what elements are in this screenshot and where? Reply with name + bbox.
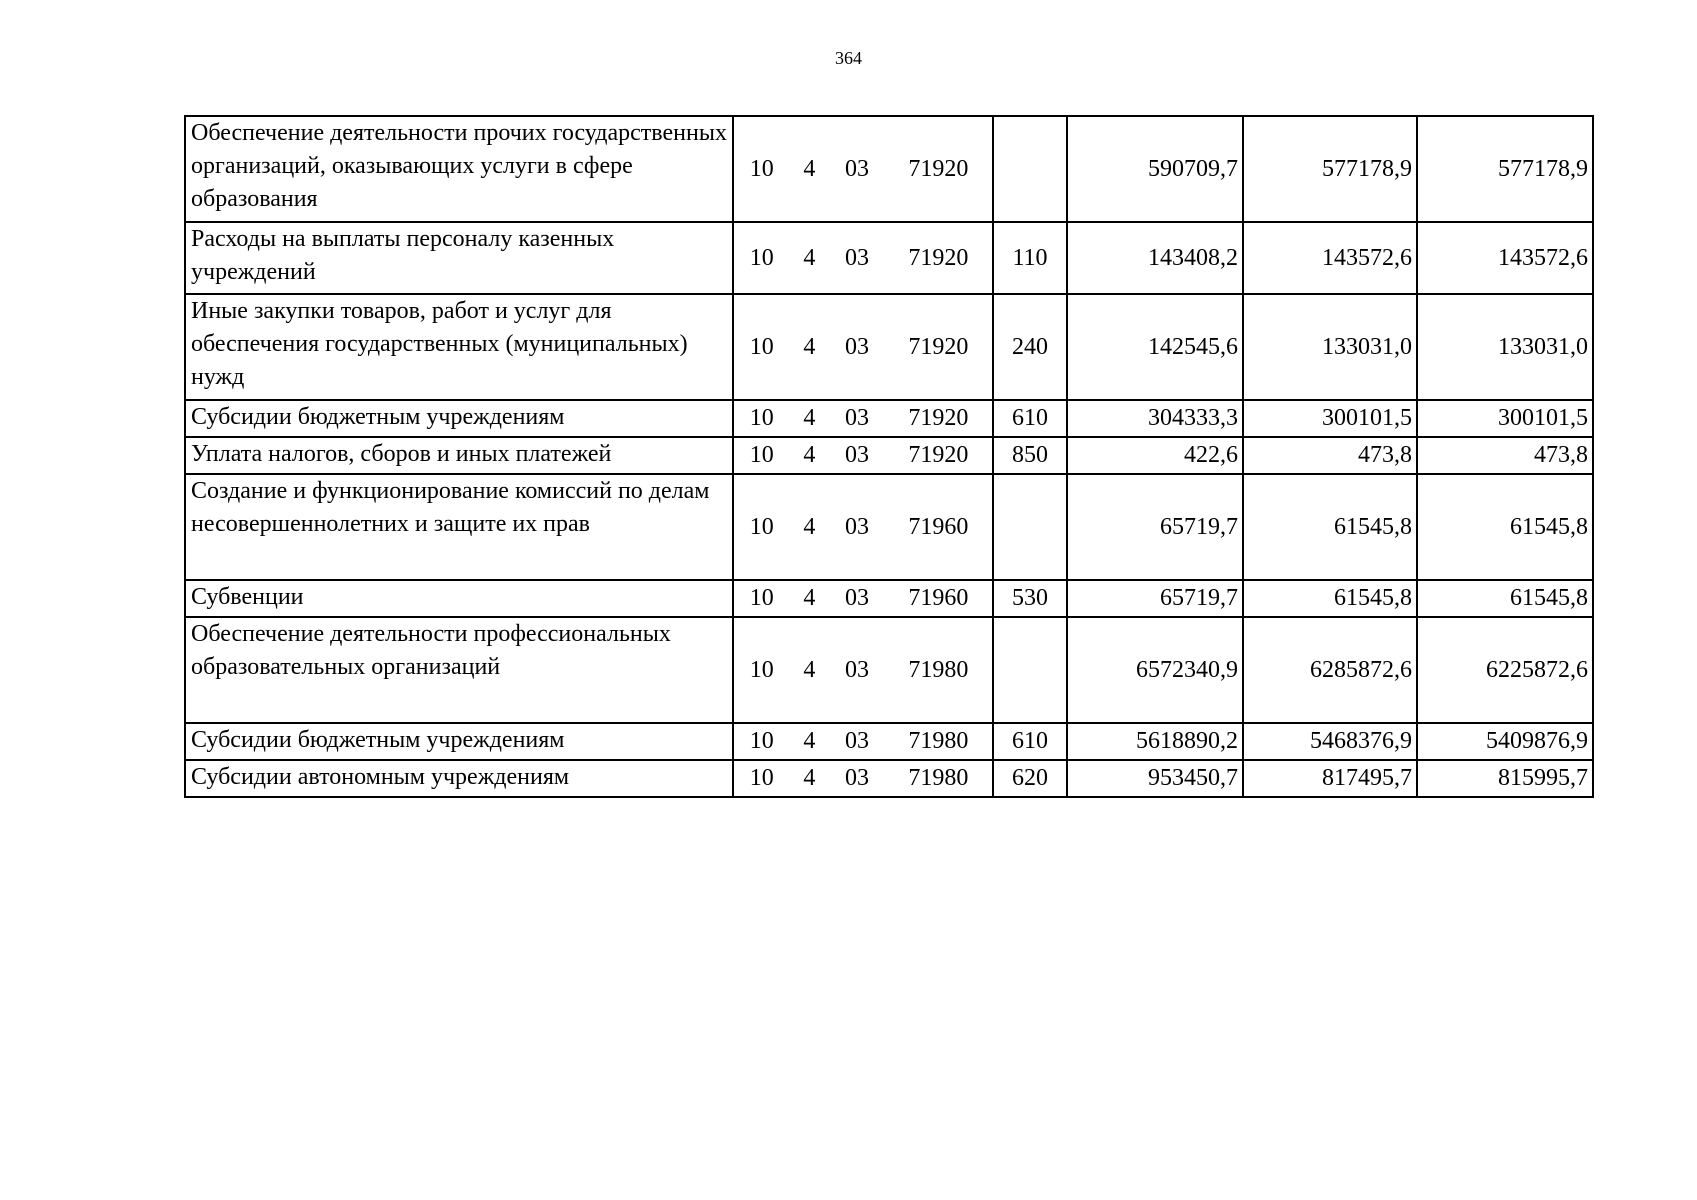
row-value-3: 5409876,9 [1417,723,1593,760]
code-direction: 71980 [908,765,969,791]
row-expense-type: 610 [993,723,1067,760]
row-value-2: 133031,0 [1243,294,1417,400]
row-value-2: 6285872,6 [1243,617,1417,723]
table-row [185,116,1593,222]
row-expense-type [993,617,1067,723]
code-direction: 71960 [908,513,969,540]
code-program: 4 [803,405,816,431]
row-expense-type: 240 [993,294,1067,400]
row-description: Уплата налогов, сборов и иных платежей [185,437,733,474]
row-value-3: 815995,7 [1417,760,1593,797]
code-section: 10 [749,513,774,540]
row-codes [733,222,993,294]
row-expense-type: 610 [993,400,1067,437]
row-expense-type: 620 [993,760,1067,797]
row-description: Субсидии автономным учреждениям [185,760,733,797]
row-value-2: 300101,5 [1243,400,1417,437]
code-subprogram: 03 [845,728,870,754]
row-value-1: 590709,7 [1067,116,1243,222]
row-expense-type: 850 [993,437,1067,474]
row-description: Субсидии бюджетным учреждениям [185,400,733,437]
row-description: Иные закупки товаров, работ и услуг для обеспечения государственных (муниципальных) нужд [185,294,733,400]
row-codes [733,437,993,474]
row-description: Обеспечение деятельности прочих государственных организаций, оказывающих услуги в сфере образования [185,116,733,222]
row-codes [733,116,993,222]
row-value-3: 61545,8 [1417,580,1593,617]
code-section: 10 [749,442,774,468]
row-value-2: 577178,9 [1243,116,1417,222]
table-row [185,294,1593,400]
row-value-3: 300101,5 [1417,400,1593,437]
code-program: 4 [803,585,816,611]
code-subprogram: 03 [845,765,870,791]
row-value-2: 61545,8 [1243,580,1417,617]
code-section: 10 [749,155,774,182]
code-subprogram: 03 [845,585,870,611]
row-value-1: 6572340,9 [1067,617,1243,723]
row-codes [733,760,993,797]
code-program: 4 [803,155,816,182]
row-value-2: 143572,6 [1243,222,1417,294]
code-section: 10 [749,405,774,431]
table-row [185,617,1593,723]
row-value-2: 817495,7 [1243,760,1417,797]
code-section: 10 [749,656,774,683]
row-description: Расходы на выплаты персоналу казенных учреждений [185,222,733,294]
table-row [185,723,1593,760]
row-value-1: 953450,7 [1067,760,1243,797]
row-value-1: 142545,6 [1067,294,1243,400]
code-section: 10 [749,728,774,754]
row-value-2: 473,8 [1243,437,1417,474]
code-program: 4 [803,442,816,468]
table-row [185,474,1593,580]
row-description: Субсидии бюджетным учреждениям [185,723,733,760]
code-section: 10 [749,244,774,271]
row-value-1: 5618890,2 [1067,723,1243,760]
table-row [185,437,1593,474]
row-codes [733,400,993,437]
row-value-3: 133031,0 [1417,294,1593,400]
row-description: Создание и функционирование комиссий по делам несовершеннолетних и защите их прав [185,474,733,580]
row-value-3: 473,8 [1417,437,1593,474]
code-subprogram: 03 [845,513,870,540]
code-section: 10 [749,765,774,791]
row-codes [733,294,993,400]
code-subprogram: 03 [845,442,870,468]
code-subprogram: 03 [845,155,870,182]
code-section: 10 [749,585,774,611]
code-direction: 71920 [908,244,969,271]
row-codes [733,617,993,723]
code-program: 4 [803,244,816,271]
code-direction: 71920 [908,155,969,182]
row-description: Субвенции [185,580,733,617]
row-expense-type: 530 [993,580,1067,617]
code-subprogram: 03 [845,405,870,431]
budget-table [184,115,1594,798]
code-subprogram: 03 [845,656,870,683]
code-direction: 71980 [908,728,969,754]
row-codes [733,723,993,760]
code-direction: 71920 [908,405,969,431]
row-value-3: 577178,9 [1417,116,1593,222]
code-direction: 71980 [908,656,969,683]
code-program: 4 [803,513,816,540]
code-program: 4 [803,728,816,754]
row-value-2: 5468376,9 [1243,723,1417,760]
table-row [185,580,1593,617]
row-expense-type: 110 [993,222,1067,294]
code-subprogram: 03 [845,244,870,271]
row-value-1: 143408,2 [1067,222,1243,294]
code-subprogram: 03 [845,333,870,360]
code-direction: 71920 [908,442,969,468]
row-description: Обеспечение деятельности профессиональных образовательных организаций [185,617,733,723]
row-value-1: 304333,3 [1067,400,1243,437]
row-value-1: 422,6 [1067,437,1243,474]
row-expense-type [993,116,1067,222]
table-row [185,400,1593,437]
row-value-3: 143572,6 [1417,222,1593,294]
row-value-2: 61545,8 [1243,474,1417,580]
table-row [185,760,1593,797]
code-program: 4 [803,656,816,683]
row-codes [733,474,993,580]
row-value-1: 65719,7 [1067,580,1243,617]
code-direction: 71960 [908,585,969,611]
row-value-3: 6225872,6 [1417,617,1593,723]
code-program: 4 [803,765,816,791]
row-expense-type [993,474,1067,580]
code-direction: 71920 [908,333,969,360]
table-row [185,222,1593,294]
code-section: 10 [749,333,774,360]
row-value-3: 61545,8 [1417,474,1593,580]
code-program: 4 [803,333,816,360]
page-number: 364 [835,48,862,68]
row-codes [733,580,993,617]
row-value-1: 65719,7 [1067,474,1243,580]
